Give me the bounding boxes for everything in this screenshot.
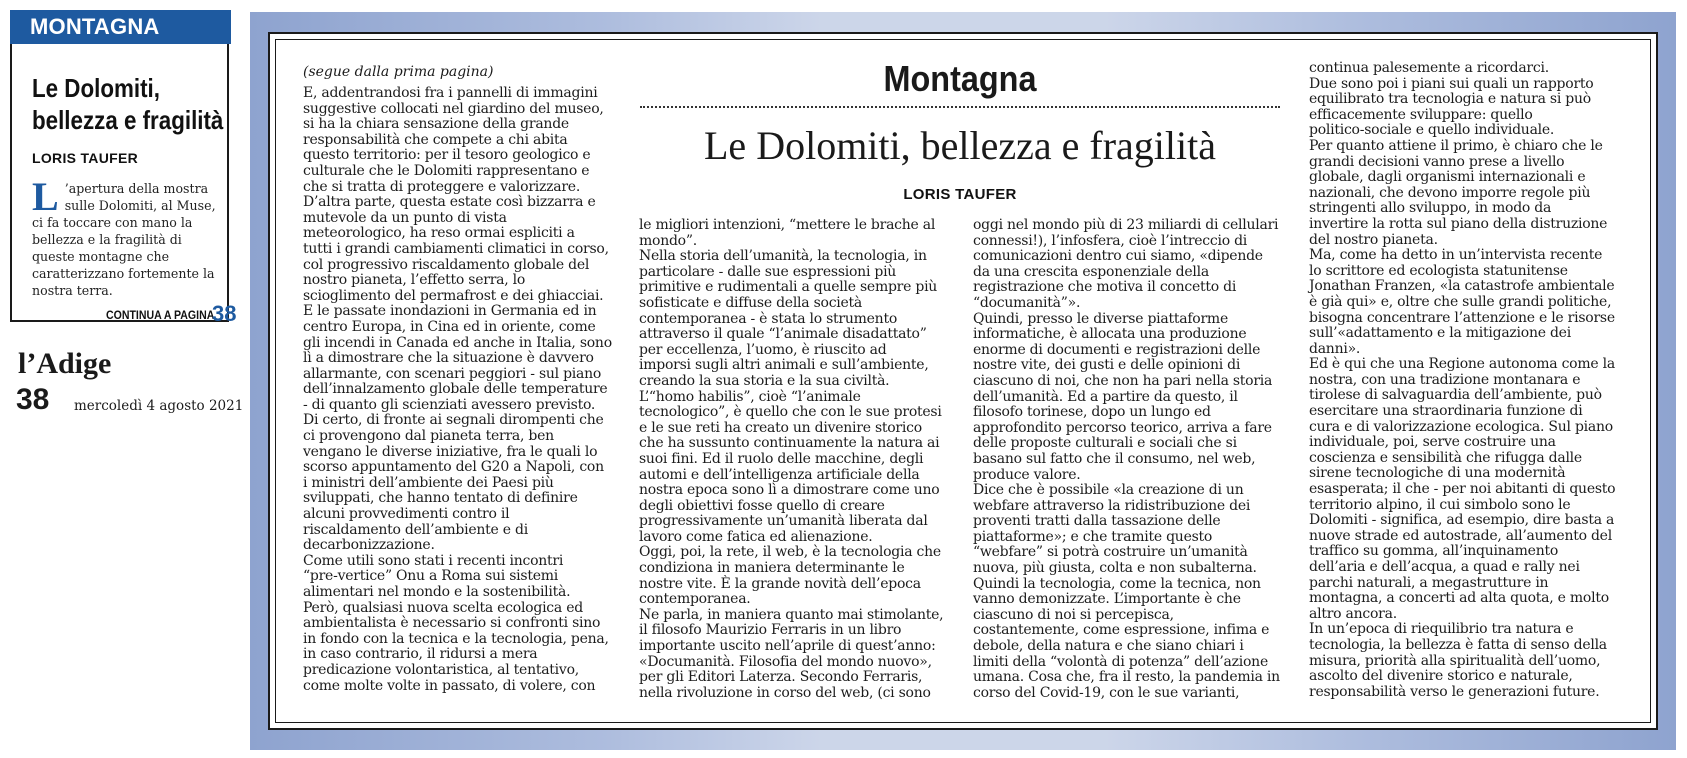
- article-text-line: filosofo torinese, dopo un lungo ed: [973, 404, 1211, 421]
- article-text-line: nostra, con una tradizione montanara e: [1309, 371, 1581, 388]
- article-text-line: e le sue reti ha creato un divenire storico: [639, 419, 922, 436]
- article-text-line: che si tratta di proteggere e valorizzare.: [303, 178, 581, 195]
- continuation-note: (segue dalla prima pagina): [303, 64, 494, 80]
- teaser-abstract: [32, 174, 224, 299]
- article-text-line: Nella storia dell’umanità, la tecnologia, in: [639, 248, 927, 265]
- article-text-line: alimentari nel mondo e la sostenibilità.: [303, 584, 571, 600]
- article-text-line: predicazione volontaristica, al tentativo,: [303, 661, 579, 678]
- article-text-line: sviluppati, che hanno tentato di definire: [303, 490, 578, 507]
- article-text-line: alcuni provvedimenti contro il: [303, 506, 510, 523]
- article-text-line: sirene tecnologiche di una modernità: [1309, 465, 1566, 482]
- article-text-line: in fondo con la tecnica e la tecnologia, pena,: [303, 630, 609, 647]
- article-text-line: Dolomiti - significa, ad esempio, dire basta a: [1309, 512, 1615, 529]
- article-text-line: informatiche, è allocata una produzione: [973, 326, 1247, 343]
- article-text-line: responsabilità verso le generazioni future.: [1309, 683, 1600, 700]
- article-text-line: continua palesemente a ricordarci.: [1309, 60, 1549, 76]
- article-text-line: questo territorio: per il tesoro geologico e: [303, 147, 591, 164]
- kicker-divider: [640, 106, 1280, 108]
- article-text-line: Ed è qui che una Regione autonoma come la: [1309, 356, 1615, 373]
- article-text-line: coscienza e sensibilità che rifugga dalle: [1309, 449, 1582, 466]
- article-text-line: globale, dagli organismi internazionali e: [1309, 169, 1586, 186]
- article-text-line: D’altra parte, questa estate così bizzarra e: [303, 194, 596, 211]
- article-text-line: altro ancora.: [1309, 605, 1397, 622]
- article-text-line: esercitare una straordinaria funzione di: [1309, 403, 1583, 420]
- article-text-line: Come utili sono stati i recenti incontri: [303, 552, 564, 569]
- article-text-line: dell’innalzamento globale delle temperature: [303, 381, 608, 398]
- teaser-title: [32, 72, 224, 136]
- article-text-line: riscaldamento dell’ambiente e di: [303, 521, 528, 538]
- article-text-line: nostro pianeta, l’effetto serra, lo: [303, 272, 526, 289]
- article-text-line: Ne parla, in maniera quanto mai stimolante,: [639, 606, 944, 623]
- article-text-line: del nostro pianeta.: [1309, 231, 1438, 248]
- article-column-4: [1309, 61, 1639, 700]
- article-text-line: corso del Covid-19, con le sue varianti,: [973, 684, 1240, 701]
- article-text-line: decarbonizzazione.: [303, 537, 435, 554]
- article-text-line: parchi naturali, a megastrutture in: [1309, 574, 1549, 591]
- article-text-line: ambientalista è necessario si confronti sino: [303, 615, 601, 632]
- teaser-box: [10, 10, 237, 326]
- article-text-line: col progressivo riscaldamento globale del: [303, 256, 590, 273]
- article-text-line: ci provengono dal pianeta terra, ben: [303, 428, 554, 445]
- article-text-line: comunicazioni dentro cui siamo, «dipende: [973, 248, 1263, 265]
- article-text-line: politico-sociale e quello individuale.: [1309, 122, 1555, 139]
- article-text-line: meteorologico, ha reso ormai espliciti a: [303, 225, 575, 242]
- article-byline: LORIS TAUFER: [903, 186, 1017, 203]
- article-text-line: Dice che è possibile «la creazione di un: [973, 482, 1244, 499]
- article-text-line: ascolto del divenire storico e naturale,: [1309, 668, 1573, 685]
- section-tag: MONTAGNA: [10, 10, 231, 44]
- article-text-line: che ha sussunto continuamente la natura ai: [639, 435, 940, 452]
- continue-label: CONTINUA A PAGINA: [106, 308, 215, 322]
- article-text-line: individuale, poi, serve costruire una: [1309, 434, 1556, 451]
- article-kicker: Montagna: [883, 58, 1037, 99]
- article-text-line: progressivamente un’umanità liberata dal: [639, 513, 928, 530]
- article-text-line: come molte volte in passato, di volere, con: [303, 677, 596, 694]
- article-text-line: le migliori intenzioni, “mettere le brache al: [639, 217, 936, 233]
- article-text-line: il filosofo Maurizio Ferraris in un libro: [639, 622, 902, 639]
- article-text-line: particolare - dalle sue espressioni più: [639, 263, 897, 280]
- article-text-line: E, addentrandosi fra i pannelli di immagini: [303, 85, 598, 101]
- article-text-line: debole, della natura e che siano chiari i: [973, 638, 1244, 655]
- article-text-line: proventi tratti dalla tassazione delle: [973, 513, 1221, 530]
- article-text-line: imporsi sugli altri animali e sull’ambiente,: [639, 357, 929, 374]
- article-text-line: nuove strade ed autostrade, all’aumento del: [1309, 527, 1612, 544]
- article-text-line: Di certo, di fronte ai segnali dirompenti che: [303, 412, 604, 429]
- article-text-line: delle proposte culturali e sociali che si: [973, 435, 1237, 452]
- article-text-line: tutti i grandi cambiamenti climatici in corso,: [303, 240, 609, 257]
- article-text-line: in caso contrario, il ridursi a mera: [303, 646, 538, 663]
- article-text-line: registrazione che motiva il concetto di: [973, 279, 1237, 296]
- article-text-line: suoi fini. Ed il ruolo delle macchine, degli: [639, 450, 924, 467]
- article-text-line: contemporanea - è stata lo strumento: [639, 310, 898, 327]
- article-text-line: L’“homo habilis”, cioè “l’animale: [639, 388, 861, 405]
- article-text-line: gli incendi in Canada ed anche in Italia, sono: [303, 334, 612, 351]
- article-text-line: Due sono poi i piani sui quali un rapporto: [1309, 75, 1594, 92]
- article-text-line: montagna, a concerti ad alta quota, e molto: [1309, 590, 1609, 607]
- article-text-line: creando la sua storia e la sua civiltà.: [639, 372, 890, 389]
- article-text-line: si ha la chiara sensazione della grande: [303, 116, 569, 133]
- article-text-line: automi e dell’intelligenza artificiale della: [639, 466, 920, 483]
- article-text-line: vanno demonizzate. L’importante è che: [973, 591, 1241, 608]
- article-text-line: scorso appuntamento del G20 a Napoli, con: [303, 459, 604, 476]
- article-text-line: culturale che le Dolomiti rappresentano e: [303, 162, 590, 179]
- article-text-line: mondo”.: [639, 232, 697, 249]
- article-text-line: lo scrittore ed ecologista statunitense: [1309, 262, 1568, 279]
- article-text-line: basano sul fatto che il consumo, nel web,: [973, 450, 1256, 467]
- article-text-line: nazionali, che devono imporre regole più: [1309, 184, 1591, 201]
- article-text-line: «Documanità. Filosofia del mondo nuovo»,: [639, 653, 932, 670]
- article-text-line: Jonathan Franzen, «la catastrofe ambientale: [1309, 278, 1615, 295]
- article-column-1: [303, 86, 633, 694]
- article-text-line: stringenti allo sviluppo, in modo da: [1309, 200, 1552, 217]
- article-text-line: nostra epoca sono lì a dimostrare come uno: [639, 482, 940, 499]
- article-text-line: nostre vite, dei gusti e delle opinioni di: [973, 357, 1241, 374]
- article-text-line: da una crescita esponenziale della: [973, 263, 1209, 280]
- article-text-line: In un’epoca di riequilibrio tra natura e: [1309, 621, 1574, 638]
- article-text-line: ciascuno di noi si percepisca,: [973, 606, 1174, 623]
- article-text-line: enorme di documenti e registrazioni delle: [973, 341, 1261, 358]
- article-text-line: per eccellenza, l’uomo, è riuscito ad: [639, 341, 887, 358]
- article-text-line: lì a dimostrare che la situazione è davvero: [303, 350, 594, 367]
- article-text-line: primitive e rudimentali a quelle sempre più: [639, 279, 938, 296]
- article-text-line: i ministri dell’ambiente dei Paesi più: [303, 474, 554, 491]
- article-text-line: nostre vite. È la grande novità dell’epoca: [639, 575, 921, 592]
- article-text-line: lavoro come fatica ed alienazione.: [639, 528, 873, 545]
- article-text-line: suggestive collocati nel giardino del museo,: [303, 100, 604, 117]
- article-text-line: mutevole da un punto di vista: [303, 209, 507, 226]
- article-text-line: umana. Cosa che, fra il resto, la pandemia in: [973, 669, 1280, 686]
- article-column-3: [973, 218, 1293, 701]
- teaser-title-line2: bellezza e fragilità: [32, 105, 224, 135]
- article-text-line: ciascuno di noi, che non ha pari nella storia: [973, 372, 1273, 389]
- teaser-abstract-text: ’apertura della mostra sulle Dolomiti, al Muse, ci fa toccare con mano la bellezza e la fragilità di queste montagne che caratterizzano fortemente la nostra terra.: [32, 181, 216, 298]
- issue-date: mercoledì 4 agosto 2021: [74, 398, 244, 414]
- article-text-line: è già qui» e, oltre che sulle grandi politiche,: [1309, 293, 1612, 310]
- dropcap: L: [32, 174, 59, 219]
- article-text-line: esasperata; il che - per noi abitanti di questo: [1309, 481, 1616, 498]
- article-text-line: misura, priorità alla spiritualità dell’uomo,: [1309, 652, 1601, 669]
- article-text-line: territorio alpino, il cui simbolo sono le: [1309, 496, 1571, 513]
- article-text-line: degli obiettivi fosse quello di creare: [639, 497, 885, 514]
- article-text-line: limiti della “volontà di potenza” dell’azione: [973, 653, 1268, 670]
- article-text-line: importante uscito nell’aprile di quest’anno:: [639, 638, 936, 655]
- article-text-line: tecnologia, la bellezza è fatta di senso della: [1309, 636, 1607, 653]
- article-text-line: tirolese di salvaguardia dell’ambiente, può: [1309, 387, 1602, 404]
- page-number: 38: [16, 383, 50, 416]
- article-text-line: tecnologico”, è quello che con le sue protesi: [639, 404, 942, 421]
- article-text-line: Ma, come ha detto in un’intervista recente: [1309, 247, 1603, 264]
- article-text-line: traffico su gomma, all’inquinamento: [1309, 543, 1559, 560]
- article-text-line: equilibrato tra tecnologia e natura si può: [1309, 91, 1591, 108]
- article-text-line: vengano le diverse iniziative, fra le quali lo: [303, 443, 598, 460]
- article-text-line: - di quanto gli scienziati avessero previsto.: [303, 396, 596, 413]
- article-text-line: “webfare” si potrà costruire un’umanità: [973, 544, 1248, 561]
- article-text-line: webfare attraverso la ridistribuzione dei: [973, 497, 1251, 514]
- article-text-line: nella rivoluzione in corso del web, (ci sono: [639, 684, 931, 701]
- article-text-line: Oggi, poi, la rete, il web, è la tecnologia che: [639, 544, 941, 561]
- article-text-line: Quindi, presso le diverse piattaforme: [973, 310, 1228, 327]
- article-column-2: [639, 218, 949, 701]
- article-text-line: invertire la rotta sul piano della distruzione: [1309, 215, 1608, 232]
- article-text-line: “documanità”».: [973, 294, 1081, 311]
- teaser-author: LORIS TAUFER: [32, 150, 139, 166]
- article-text-line: approfondito percorso teorico, arriva a fare: [973, 419, 1272, 436]
- article-text-line: Per quanto attiene il primo, è chiaro che le: [1309, 137, 1603, 154]
- article-text-line: E le passate inondazioni in Germania ed in: [303, 303, 597, 320]
- article-text-line: costantemente, come espressione, infima e: [973, 622, 1270, 639]
- article-text-line: attraverso il quale “l’animale disadattato”: [639, 326, 927, 343]
- article-text-line: sofisticate e diffuse della società: [639, 294, 863, 311]
- article-text-line: dell’aria e dell’acqua, a quad e rally nei: [1309, 559, 1580, 575]
- article-text-line: nuova, più giusta, colta e non subalterna.: [973, 560, 1257, 577]
- article-text-line: allarmante, con scenari peggiori - sul piano: [303, 365, 602, 382]
- article-headline: Le Dolomiti, bellezza e fragilità: [704, 123, 1216, 168]
- teaser-title-line1: Le Dolomiti,: [32, 73, 160, 103]
- article-text-line: Però, qualsiasi nuova scelta ecologica ed: [303, 599, 583, 616]
- article-text-line: “pre-vertice” Onu a Roma sui sistemi: [303, 568, 558, 585]
- newspaper-logo: l’Adige: [18, 347, 112, 380]
- article-text-line: grandi decisioni vanno prese a livello: [1309, 153, 1565, 170]
- article-text-line: piattaforme»; e che tramite questo: [973, 528, 1213, 545]
- article-text-line: bisogna concentrare l’attenzione e le risorse: [1309, 309, 1615, 326]
- continue-page-number: 38: [212, 301, 237, 326]
- article-text-line: condiziona in maniera determinante le: [639, 560, 905, 577]
- article-text-line: responsabilità che compete a chi abita: [303, 131, 568, 148]
- article-text-line: danni».: [1309, 340, 1361, 357]
- article-text-line: contemporanea.: [639, 591, 751, 608]
- article-text-line: oggi nel mondo più di 23 miliardi di cellulari: [973, 217, 1279, 233]
- article-text-line: connessi!), l’infosfera, cioè l’intreccio di: [973, 232, 1248, 249]
- article-text-line: per gli Editori Laterza. Secondo Ferraris,: [639, 669, 923, 686]
- article-text-line: scioglimento del permafrost e dei ghiacciai.: [303, 287, 604, 304]
- article-text-line: cura e di valorizzazione ecologica. Sul piano: [1309, 418, 1613, 435]
- article-text-line: sull’«adattamento e la mitigazione dei: [1309, 325, 1571, 342]
- article-text-line: produce valore.: [973, 466, 1081, 483]
- article-text-line: Quindi la tecnologia, come la tecnica, non: [973, 575, 1261, 592]
- article-text-line: dell’umanità. Ed a partire da questo, il: [973, 388, 1238, 405]
- article-text-line: efficacemente sviluppare: quello: [1309, 106, 1533, 123]
- article-text-line: centro Europa, in Cina ed in oriente, come: [303, 318, 596, 335]
